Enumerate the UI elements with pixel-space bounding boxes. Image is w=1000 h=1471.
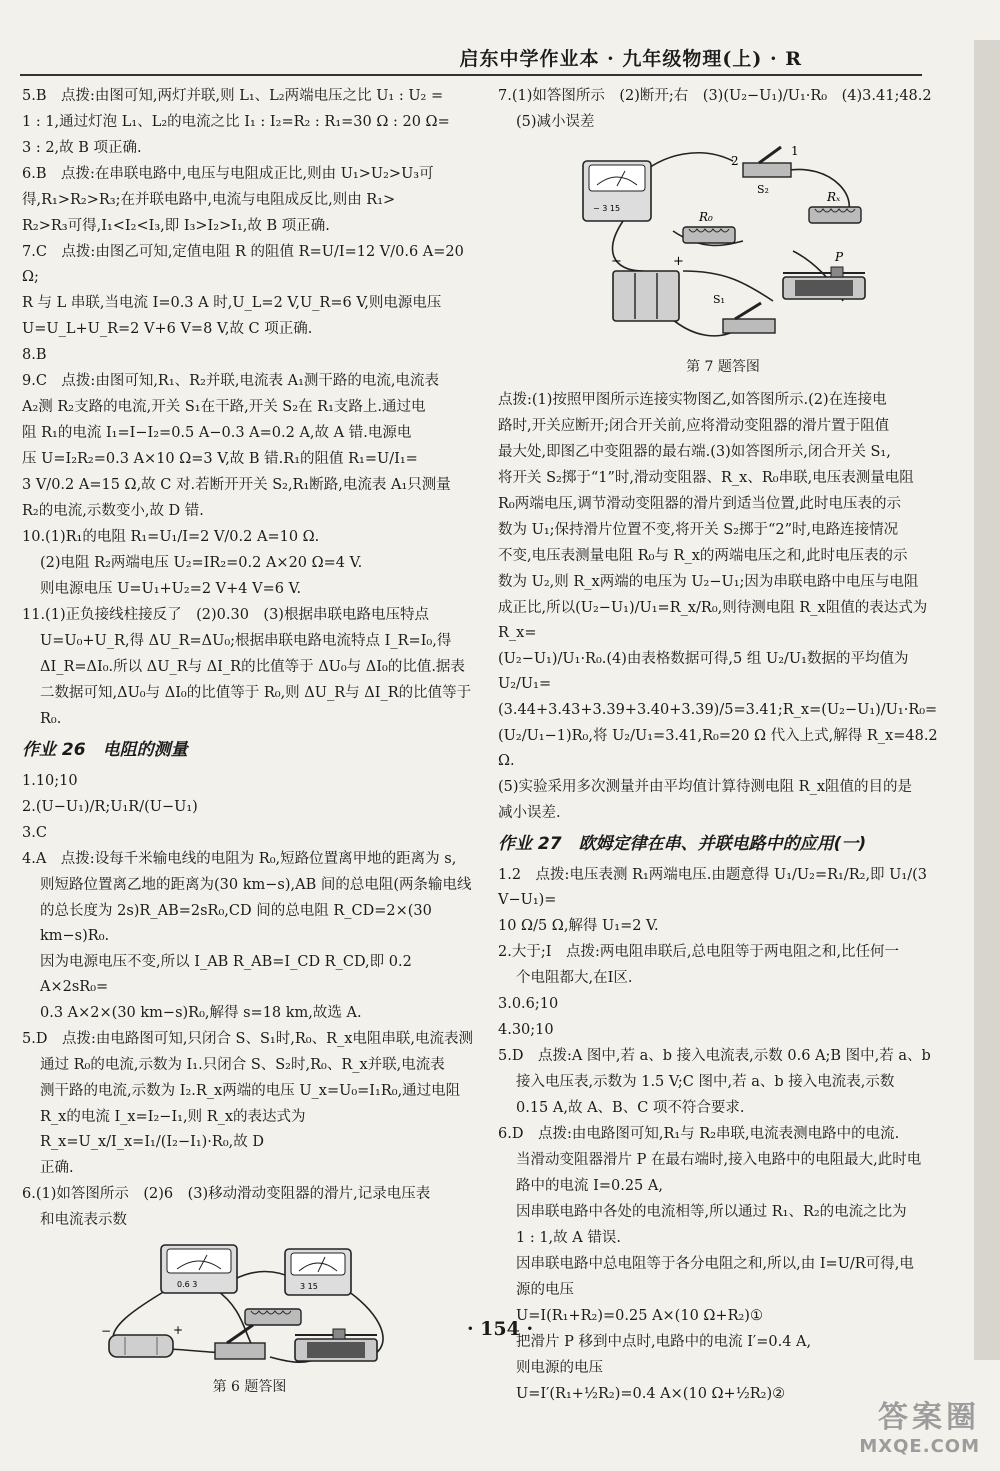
resistor-r0-icon: [683, 210, 735, 243]
answer-line: (5)减小误差: [516, 114, 595, 130]
answer-line: R 与 L 串联,当电流 I=0.3 A 时,U_L=2 V,U_R=6 V,则电源电压: [22, 295, 442, 311]
answer-line: 11.(1)正负接线柱接反了 (2)0.30 (3)根据串联电路电压特点: [22, 607, 429, 623]
resistor-rx-icon: [809, 190, 861, 223]
answer-line: 2.大于;Ⅰ 点拨:两电阻串联后,总电阻等于两电阻之和,比任何一: [498, 944, 900, 960]
answer-line: 接入电压表,示数为 1.5 V;C 图中,若 a、b 接入电流表,示数: [516, 1074, 895, 1090]
left-column: [22, 84, 477, 1408]
voltmeter-icon: [583, 161, 651, 221]
answer-line: 最大处,即图乙中变阻器的最右端.(3)如答图所示,闭合开关 S₁,: [498, 444, 891, 460]
answer-line: 因串联电路中各处的电流相等,所以通过 R₁、R₂的电流之比为: [516, 1204, 907, 1220]
answer-line: 减小误差.: [498, 805, 561, 821]
page-header: [20, 40, 922, 76]
svg-text:1: 1: [791, 144, 799, 158]
answer-line: 因串联电路中总电阻等于各分电阻之和,所以,由 I=U/R可得,电: [516, 1256, 914, 1272]
answer-line: (3.44+3.43+3.39+3.40+3.39)/5=3.41;R_x=(U₂−U₁)/U₁·R₀=: [498, 702, 938, 718]
figure-6-caption: 第 6 题答图: [212, 1379, 287, 1395]
left-answers-d: [22, 769, 477, 1233]
answer-line: 5.D 点拨:由电路图可知,只闭合 S、S₁时,R₀、R_x电阻串联,电流表测: [22, 1031, 474, 1047]
answer-line: 3.C: [22, 825, 47, 841]
page-edge-shadow: [974, 40, 1000, 1360]
answer-line: 8.B: [22, 347, 47, 363]
right-column: [498, 84, 948, 1408]
battery-icon: [611, 254, 684, 321]
answer-line: R₀两端电压,调节滑动变阻器的滑片到适当位置,此时电压表的示: [498, 496, 901, 512]
answer-line: 将开关 S₂掷于“1”时,滑动变阻器、R_x、R₀串联,电压表测量电阻: [498, 470, 914, 486]
voltmeter-icon: [285, 1249, 351, 1295]
answer-line: 0.3 A×2×(30 km−s)R₀,解得 s=18 km,故选 A.: [40, 1005, 362, 1021]
answer-line: 把滑片 P 移到中点时,电路中的电流 I′=0.4 A,: [516, 1334, 812, 1350]
answer-line: 0.15 A,故 A、B、C 项不符合要求.: [516, 1100, 745, 1116]
answer-line: A₂测 R₂支路的电流,开关 S₁在干路,开关 S₂在 R₁支路上.通过电: [22, 399, 426, 415]
answer-line: U=I(R₁+R₂)=0.25 A×(10 Ω+R₂)①: [516, 1308, 763, 1324]
answer-line: 则电源的电压: [516, 1360, 603, 1376]
answer-line: 4.30;10: [498, 1022, 554, 1038]
svg-text:+: +: [172, 1323, 183, 1337]
answer-line: U=U_L+U_R=2 V+6 V=8 V,故 C 项正确.: [22, 321, 313, 337]
answer-line: 正确.: [40, 1160, 74, 1176]
answer-line: 通过 R₀的电流,示数为 I₁.只闭合 S、S₂时,R₀、R_x并联,电流表: [40, 1057, 445, 1073]
answer-line: (5)实验采用多次测量并由平均值计算待测电阻 R_x阻值的目的是: [498, 779, 912, 795]
right-answers-a: [498, 84, 948, 135]
answer-line: 点拨:(1)按照甲图所示连接实物图乙,如答图所示.(2)在连接电: [498, 392, 887, 408]
answer-line: 则短路位置离乙地的距离为(30 km−s),AB 间的总电阻(两条输电线: [40, 877, 472, 893]
answer-line: 路中的电流 I=0.25 A,: [516, 1178, 663, 1194]
left-answers-b: [22, 551, 477, 602]
answer-line: 7.(1)如答图所示 (2)断开;右 (3)(U₂−U₁)/U₁·R₀ (4)3.41;48.2: [498, 88, 932, 104]
answer-line: 成正比,所以(U₂−U₁)/U₁=R_x/R₀,则待测电阻 R_x阻值的表达式为 R_x=: [498, 600, 928, 641]
figure-6-circuit: [95, 1239, 405, 1371]
answer-line: (U₂−U₁)/U₁·R₀.(4)由表格数据可得,5 组 U₂/U₁数据的平均值为 U₂/U₁=: [498, 651, 909, 692]
answer-line: 2.(U−U₁)/R;U₁R/(U−U₁): [22, 799, 198, 815]
svg-text:+: +: [673, 254, 684, 269]
svg-text:S₁: S₁: [713, 293, 725, 306]
watermark-text: 答案圈: [878, 1400, 980, 1435]
svg-text:2: 2: [731, 154, 739, 168]
answer-line: 得,R₁>R₂>R₃;在并联电路中,电流与电阻成反比,则由 R₁>: [22, 192, 396, 208]
switch-s1-icon: [713, 293, 775, 333]
answer-line: 不变,电压表测量电阻 R₀与 R_x的两端电压之和,此时电压表的示: [498, 548, 908, 564]
left-answers-a: [22, 84, 477, 550]
svg-text:0.6 3: 0.6 3: [176, 1280, 197, 1289]
answer-line: 3 : 2,故 B 项正确.: [22, 140, 142, 156]
answer-line: 6.D 点拨:由电路图可知,R₁与 R₂串联,电流表测电路中的电流.: [498, 1126, 900, 1142]
answer-line: R₂>R₃可得,I₁<I₂<I₃,即 I₃>I₂>I₁,故 B 项正确.: [22, 218, 330, 234]
svg-text:− 3 15: − 3 15: [593, 204, 621, 213]
answer-line: U=U₀+U_R,得 ΔU_R=ΔU₀;根据串联电路电流特点 I_R=I₀,得: [40, 633, 452, 649]
answer-line: 6.(1)如答图所示 (2)6 (3)移动滑动变阻器的滑片,记录电压表: [22, 1186, 431, 1202]
answer-line: 10.(1)R₁的电阻 R₁=U₁/I=2 V/0.2 A=10 Ω.: [22, 529, 320, 545]
answer-line: 1 : 1,通过灯泡 L₁、L₂的电流之比 I₁ : I₂=R₂ : R₁=30 Ω : 20 Ω=: [22, 114, 450, 130]
answer-line: ΔI_R=ΔI₀.所以 ΔU_R与 ΔI_R的比值等于 ΔU₀与 ΔI₀的比值.据表: [40, 659, 465, 675]
answer-line: (U₂/U₁−1)R₀,将 U₂/U₁=3.41,R₀=20 Ω 代入上式,解得 R_x=48.2 Ω.: [498, 728, 938, 769]
answer-line: R₀.: [40, 711, 62, 727]
answer-line: 源的电压: [516, 1282, 574, 1298]
answer-line: 的总长度为 2s)R_AB=2sR₀,CD 间的总电阻 R_CD=2×(30 km−s)R₀.: [40, 903, 432, 944]
answer-line: 6.B 点拨:在串联电路中,电压与电阻成正比,则由 U₁>U₂>U₃可: [22, 166, 434, 182]
answer-line: 测干路的电流,示数为 I₂.R_x两端的电压 U_x=U₀=I₁R₀,通过电阻: [40, 1083, 461, 1099]
svg-text:P: P: [835, 250, 844, 264]
svg-text:−: −: [611, 254, 622, 269]
answer-line: 数为 U₂,则 R_x两端的电压为 U₂−U₁;因为串联电路中电压与电阻: [498, 574, 919, 590]
section-title-26: 作业 26 电阻的测量: [22, 740, 188, 760]
answer-line: 个电阻都大,在Ⅰ区.: [516, 970, 633, 986]
svg-text:R₀: R₀: [699, 210, 713, 224]
svg-text:−: −: [100, 1324, 111, 1338]
figure-7-circuit: [573, 141, 873, 351]
svg-text:Rₓ: Rₓ: [827, 190, 841, 204]
answer-line: 则电源电压 U=U₁+U₂=2 V+4 V=6 V.: [40, 581, 302, 597]
svg-text:3 15: 3 15: [299, 1282, 318, 1291]
answer-line: 路时,开关应断开;闭合开关前,应将滑动变阻器的滑片置于阻值: [498, 418, 890, 434]
wire: [683, 271, 773, 301]
watermark-url: MXQE.COM: [859, 1436, 980, 1457]
figure-7-caption: 第 7 题答图: [686, 359, 760, 375]
circuit-7-drawing: [573, 141, 873, 351]
answer-line: 10 Ω/5 Ω,解得 U₁=2 V.: [498, 918, 659, 934]
answer-line: 1 : 1,故 A 错误.: [516, 1230, 621, 1246]
answer-line: 1.2 点拨:电压表测 R₁两端电压.由题意得 U₁/U₂=R₁/R₂,即 U₁/(3 V−U₁)=: [498, 867, 927, 908]
page-number: · 154 ·: [466, 1318, 534, 1340]
answer-line: 5.B 点拨:由图可知,两灯并联,则 L₁、L₂两端电压之比 U₁ : U₂ =: [22, 88, 444, 104]
answer-line: 4.A 点拨:设每千米输电线的电阻为 R₀,短路位置离甲地的距离为 s,: [22, 851, 457, 867]
answer-line: (2)电阻 R₂两端电压 U₂=IR₂=0.2 A×20 Ω=4 V.: [40, 555, 363, 571]
answer-line: 和电流表示数: [40, 1212, 127, 1228]
ammeter-icon: [161, 1245, 237, 1293]
header-title: 启东中学作业本 · 九年级物理(上) · R: [459, 48, 802, 70]
left-answers-c: [22, 603, 477, 732]
section-title-27: 作业 27 欧姆定律在串、并联电路中的应用(一): [498, 834, 867, 854]
answer-line: 1.10;10: [22, 773, 78, 789]
svg-text:S₂: S₂: [757, 183, 769, 196]
answer-line: 5.D 点拨:A 图中,若 a、b 接入电流表,示数 0.6 A;B 图中,若 a、b: [498, 1048, 931, 1064]
answer-line: 当滑动变阻器滑片 P 在最右端时,接入电路中的电阻最大,此时电: [516, 1152, 922, 1168]
answer-line: 二数据可知,ΔU₀与 ΔI₀的比值等于 R₀,则 ΔU_R与 ΔI_R的比值等于: [40, 685, 472, 701]
switch-s2-icon: [731, 144, 799, 196]
answer-line: R₂的电流,示数变小,故 D 错.: [22, 503, 204, 519]
right-answers-b: [498, 388, 948, 826]
answer-line: 因为电源电压不变,所以 I_AB R_AB=I_CD R_CD,即 0.2 A×2sR₀=: [40, 954, 412, 995]
watermark-logo: [810, 1392, 980, 1464]
answer-line: 9.C 点拨:由图可知,R₁、R₂并联,电流表 A₁测干路的电流,电流表: [22, 373, 439, 389]
answer-line: R_x的电流 I_x=I₂−I₁,则 R_x的表达式为 R_x=U_x/I_x=I₁/(I₂−I₁)·R₀,故 D: [40, 1109, 306, 1150]
answer-line: 压 U=I₂R₂=0.3 A×10 Ω=3 V,故 B 错.R₁的阻值 R₁=U/I₁=: [22, 451, 418, 467]
answer-line: 3.0.6;10: [498, 996, 559, 1012]
circuit-6-drawing: [95, 1239, 405, 1371]
answer-line: 3 V/0.2 A=15 Ω,故 C 对.若断开开关 S₂,R₁断路,电流表 A₁只测量: [22, 477, 451, 493]
answer-line: 数为 U₁;保持滑片位置不变,将开关 S₂掷于“2”时,电路连接情况: [498, 522, 899, 538]
answer-line: U=I′(R₁+½R₂)=0.4 A×(10 Ω+½R₂)②: [516, 1386, 786, 1402]
answer-line: 7.C 点拨:由图乙可知,定值电阻 R 的阻值 R=U/I=12 V/0.6 A=20 Ω;: [22, 244, 464, 285]
answer-line: 阻 R₁的电流 I₁=I−I₂=0.5 A−0.3 A=0.2 A,故 A 错.电源电: [22, 425, 412, 441]
